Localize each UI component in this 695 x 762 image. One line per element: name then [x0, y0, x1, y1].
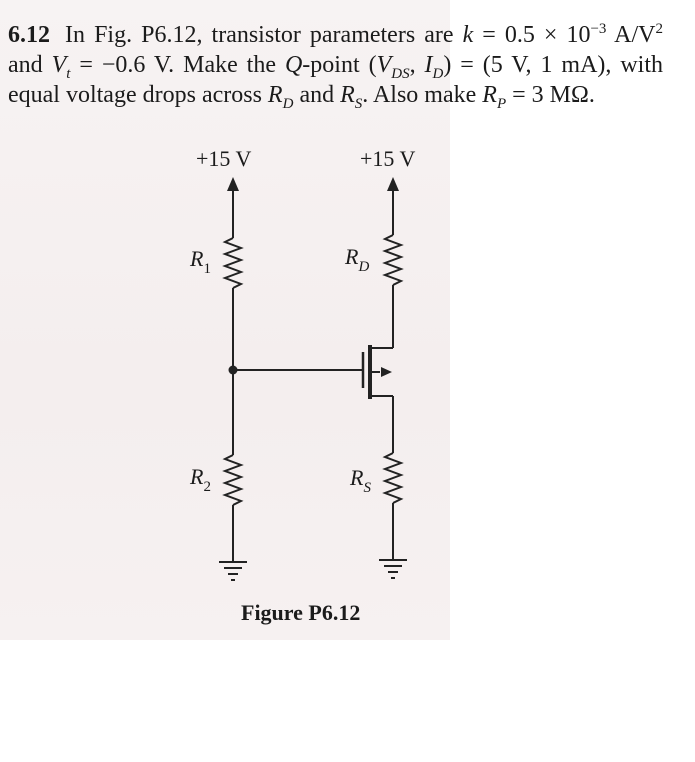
mosfet-symbol — [363, 345, 392, 399]
problem-number: 6.12 — [8, 22, 50, 48]
supply-label-left: +15 V — [196, 146, 252, 171]
source-arrow-icon — [381, 367, 392, 377]
rd-label: $R_D$ — [345, 244, 370, 275]
supply-arrow-right-icon — [387, 177, 399, 191]
supply-label-right: +15 V — [360, 146, 416, 171]
ground-right-icon — [379, 560, 407, 578]
junction-dot — [229, 366, 238, 375]
circuit-wires — [225, 187, 401, 562]
supply-arrow-left-icon — [227, 177, 239, 191]
r1-label: $R_1$ — [190, 246, 211, 277]
figure-caption: Figure P6.12 — [241, 600, 361, 625]
ground-left-icon — [219, 562, 247, 580]
rs-label: $R_S$ — [350, 465, 371, 496]
problem-text: In Fig. P6.12, transistor parameters are $k = 0.5 \times 10^{-3}$ $A/V^2$ and $V_t = -0.6$ V. Make the Q-point ($V_{DS}$, $I_D) = (5$ V, 1 mA), with equal voltage drops across $R_D$ and $R_S$. Also make $R_P = 3$ MΩ. — [8, 21, 664, 112]
r2-label: $R_2$ — [190, 464, 211, 495]
